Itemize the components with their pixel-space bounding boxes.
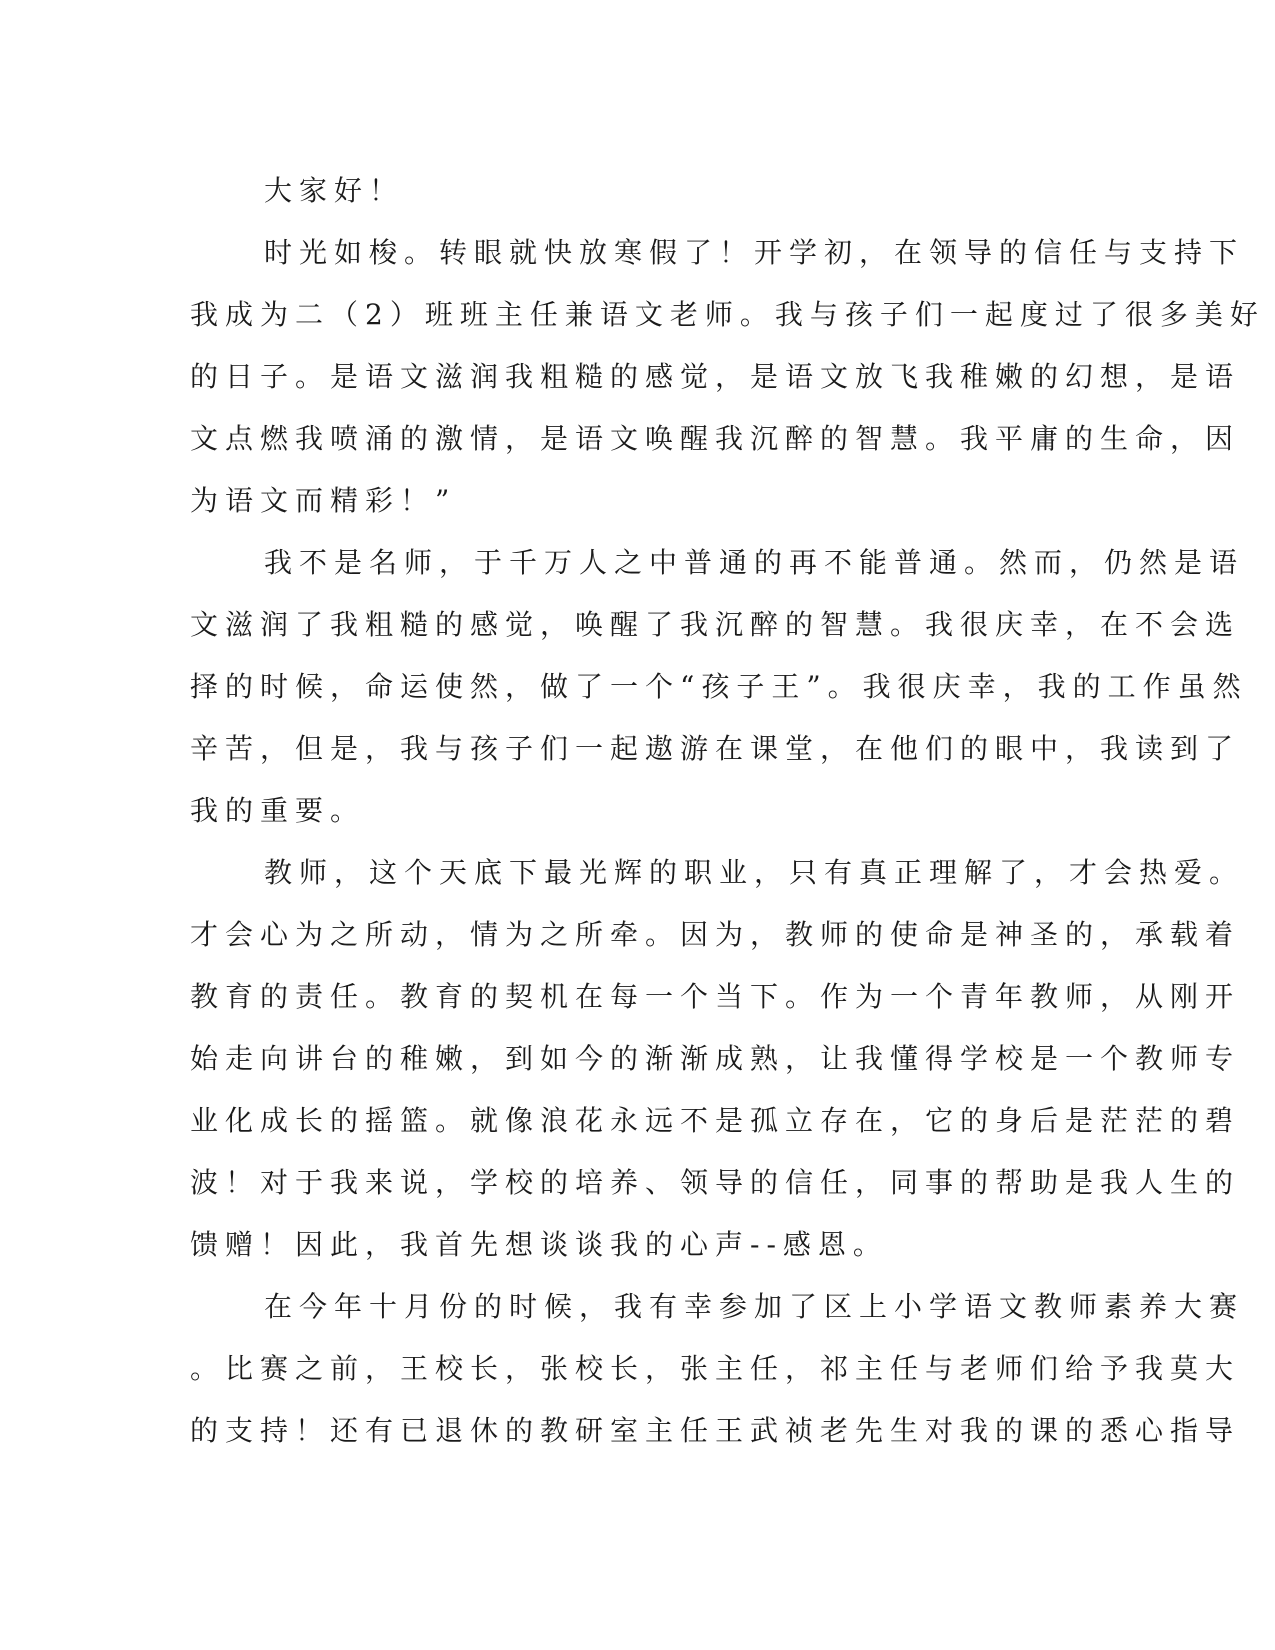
text-line: 在今年十月份的时候，我有幸参加了区上小学语文教师素养大赛 [264,1290,1245,1323]
text-line: 时光如梭。转眼就快放寒假了！开学初，在领导的信任与支持下 [264,236,1245,269]
text-line: 我成为二（2）班班主任兼语文老师。我与孩子们一起度过了很多美好 [190,298,1265,331]
text-line: 教育的责任。教育的契机在每一个当下。作为一个青年教师，从刚开 [190,980,1241,1013]
text-line: 馈赠！因此，我首先想谈谈我的心声--感恩。 [190,1228,888,1261]
text-line: 始走向讲台的稚嫩，到如今的渐渐成熟，让我懂得学校是一个教师专 [190,1042,1241,1075]
text-line: 教师，这个天底下最光辉的职业，只有真正理解了，才会热爱。 [264,856,1245,889]
text-line: 文滋润了我粗糙的感觉，唤醒了我沉醉的智慧。我很庆幸，在不会选 [190,608,1241,641]
text-line: 择的时候，命运使然，做了一个“孩子王”。我很庆幸，我的工作虽然 [190,670,1248,703]
text-line: 的日子。是语文滋润我粗糙的感觉，是语文放飞我稚嫩的幻想，是语 [190,360,1241,393]
text-line: 的支持！还有已退休的教研室主任王武祯老先生对我的课的悉心指导 [190,1414,1241,1447]
text-line: 业化成长的摇篮。就像浪花永远不是孤立存在，它的身后是茫茫的碧 [190,1104,1241,1137]
text-line: 才会心为之所动，情为之所牵。因为，教师的使命是神圣的，承载着 [190,918,1241,951]
text-line: 文点燃我喷涌的激情，是语文唤醒我沉醉的智慧。我平庸的生命，因 [190,422,1241,455]
text-line: 波！对于我来说，学校的培养、领导的信任，同事的帮助是我人生的 [190,1166,1241,1199]
text-line: 辛苦，但是，我与孩子们一起遨游在课堂，在他们的眼中，我读到了 [190,732,1241,765]
document-body [190,160,1265,1462]
text-line: 。比赛之前，王校长，张校长，张主任，祁主任与老师们给予我莫大 [190,1352,1241,1385]
text-line: 我的重要。 [190,794,366,827]
text-line: 我不是名师，于千万人之中普通的再不能普通。然而，仍然是语 [264,546,1245,579]
text-line: 为语文而精彩！” [190,484,457,517]
text-line: 大家好！ [264,174,405,207]
